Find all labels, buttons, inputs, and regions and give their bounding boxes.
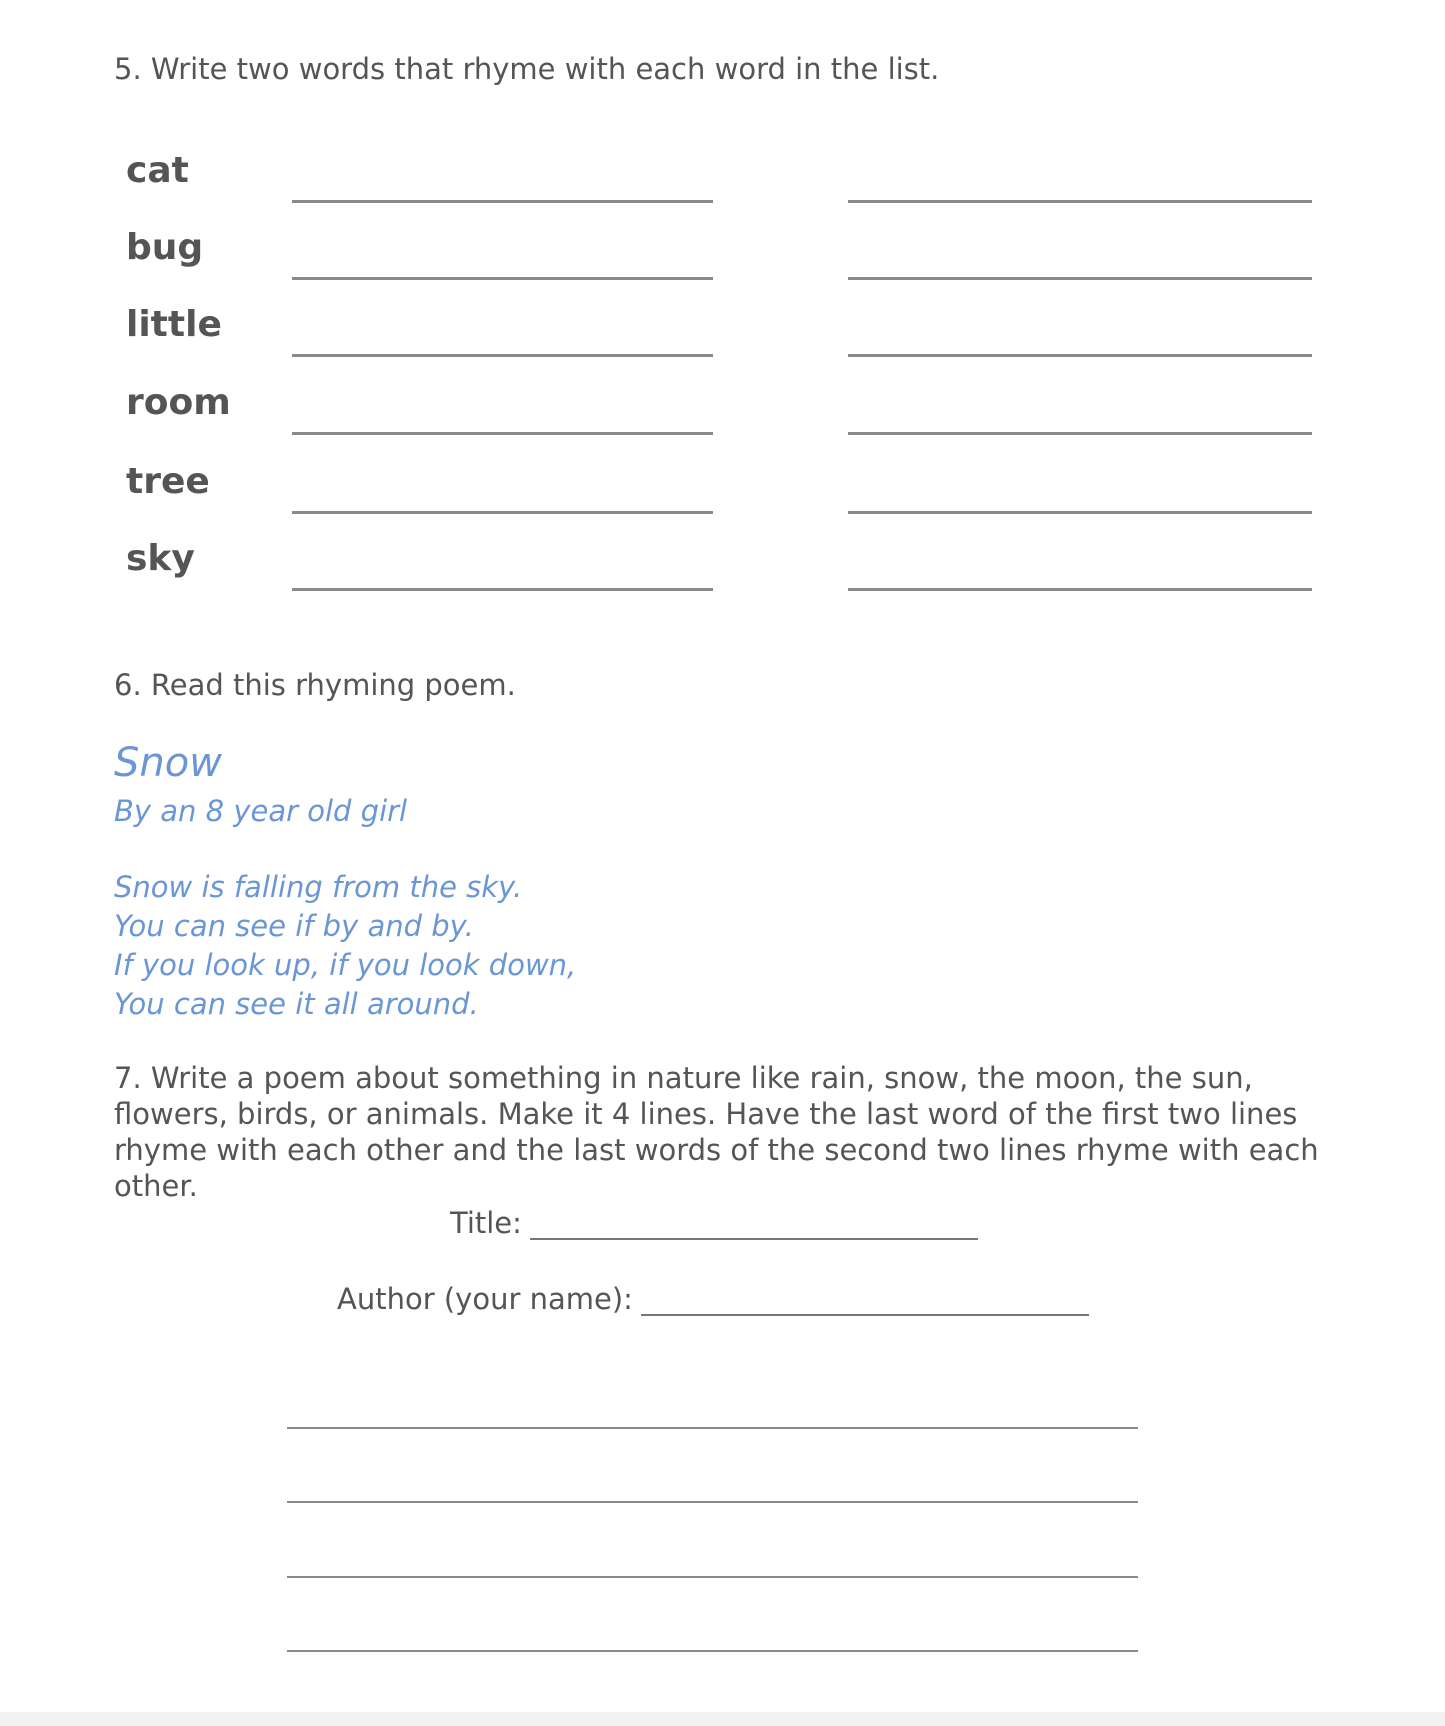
rhyme-blank-2[interactable] [848, 277, 1312, 280]
question-6-prompt: 6. Read this rhyming poem. [114, 668, 516, 702]
title-field [450, 1206, 978, 1240]
question-5-prompt: 5. Write two words that rhyme with each word in the list. [114, 52, 940, 86]
rhyme-row-little [0, 304, 1445, 374]
poem-byline: By an 8 year old girl [114, 794, 408, 828]
poem-lines [114, 868, 576, 1024]
rhyme-blank-2[interactable] [848, 511, 1312, 514]
poem-write-line-4[interactable] [287, 1650, 1138, 1652]
rhyme-word: little [126, 304, 222, 345]
author-blank[interactable] [641, 1284, 1089, 1316]
rhyme-blank-2[interactable] [848, 588, 1312, 591]
rhyme-blank-2[interactable] [848, 354, 1312, 357]
title-blank[interactable] [530, 1208, 978, 1240]
rhyme-word: tree [126, 461, 210, 502]
rhyme-blank-1[interactable] [292, 432, 713, 435]
poem-write-line-3[interactable] [287, 1576, 1138, 1578]
poem-write-line-2[interactable] [287, 1501, 1138, 1503]
rhyme-word: bug [126, 227, 204, 268]
poem-line: Snow is falling from the sky. [114, 870, 523, 904]
title-label: Title: [450, 1206, 522, 1240]
question-7-prompt: 7. Write a poem about something in nature like rain, snow, the moon, the sun, flowers, birds, or animals. Make it 4 lines. Have the last word of the first two lines rhyme with each other and the last words of the second two lines rhyme with each other. [114, 1061, 1319, 1203]
poem-write-line-1[interactable] [287, 1427, 1138, 1429]
author-label: Author (your name): [337, 1282, 633, 1316]
rhyme-word: room [126, 382, 231, 423]
rhyme-row-bug [0, 227, 1445, 297]
poem-title: Snow [114, 740, 222, 786]
rhyme-row-room [0, 382, 1445, 452]
rhyme-blank-1[interactable] [292, 511, 713, 514]
rhyme-word: cat [126, 150, 189, 191]
poem-line: If you look up, if you look down, [114, 948, 577, 982]
poem-line: You can see it all around. [114, 987, 479, 1021]
rhyme-word: sky [126, 538, 195, 579]
rhyme-row-tree [0, 461, 1445, 531]
poem-line: You can see if by and by. [114, 909, 474, 943]
rhyme-blank-2[interactable] [848, 432, 1312, 435]
author-field [337, 1282, 1089, 1316]
rhyme-blank-1[interactable] [292, 277, 713, 280]
rhyme-row-sky [0, 538, 1445, 608]
rhyme-blank-1[interactable] [292, 354, 713, 357]
rhyme-blank-1[interactable] [292, 588, 713, 591]
page-bottom-edge [0, 1712, 1445, 1726]
rhyme-row-cat [0, 150, 1445, 220]
rhyme-blank-2[interactable] [848, 200, 1312, 203]
rhyme-blank-1[interactable] [292, 200, 713, 203]
